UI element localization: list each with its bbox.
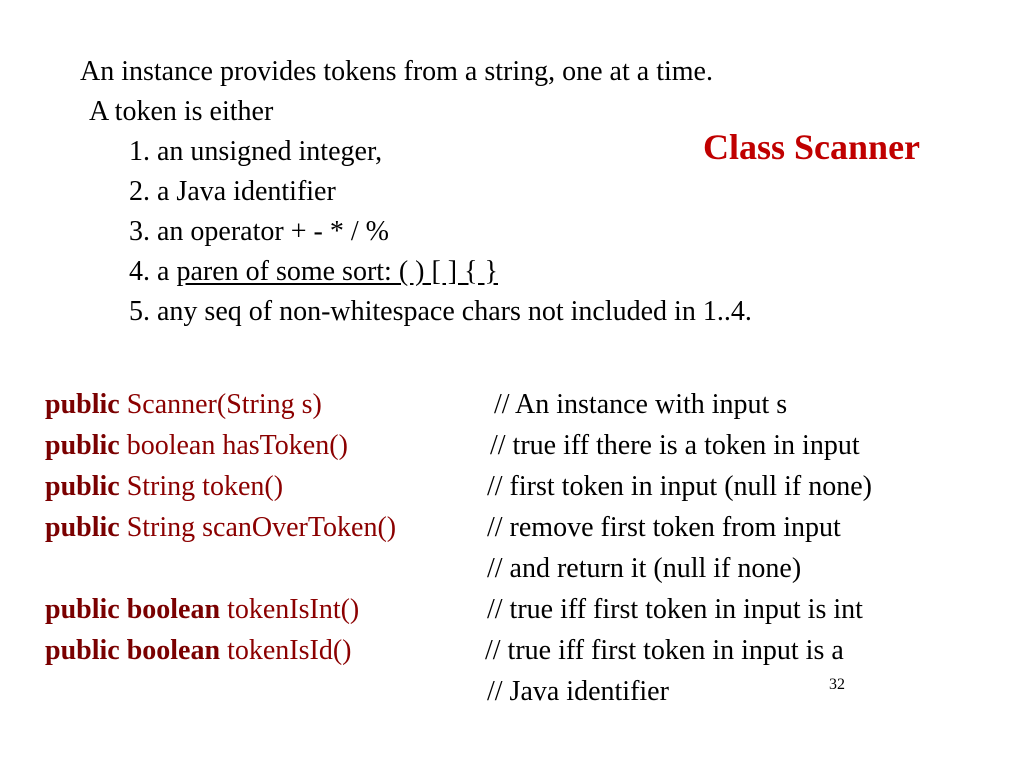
method-comment: // and return it (null if none) <box>487 553 802 584</box>
method-modifier: public <box>45 512 120 543</box>
method-row <box>45 384 788 425</box>
method-modifier: public boolean <box>45 594 221 625</box>
intro-line-2: A token is either <box>89 96 274 127</box>
token-type-2: 2. a Java identifier <box>129 176 336 207</box>
method-signature: String token() <box>126 471 284 502</box>
slide-title: Class Scanner <box>703 127 921 167</box>
method-comment: // Java identifier <box>487 676 669 707</box>
method-modifier: public <box>45 430 120 461</box>
method-comment: // An instance with input s <box>494 389 788 420</box>
method-modifier: public <box>45 471 120 502</box>
method-signature: tokenIsInt() <box>227 594 360 625</box>
method-row <box>45 466 872 507</box>
method-signature: tokenIsId() <box>227 635 352 666</box>
token-type-4-underlined: paren of some sort: ( ) [ ] { } <box>176 256 498 287</box>
intro-line-1: An instance provides tokens from a string, one at a time. <box>80 56 713 87</box>
method-row-continuation <box>45 671 669 712</box>
method-comment: // remove first token from input <box>487 512 841 543</box>
token-type-3: 3. an operator + - * / % <box>129 216 389 247</box>
method-row-continuation <box>45 548 802 589</box>
token-type-4 <box>80 252 752 292</box>
method-row <box>45 507 841 548</box>
token-type-4-prefix: 4. a <box>129 256 177 287</box>
method-signature: Scanner(String s) <box>126 389 322 420</box>
method-signature: String scanOverToken() <box>126 512 397 543</box>
method-comment: // true iff first token in input is a <box>485 635 844 666</box>
method-comment: // true iff there is a token in input <box>490 430 860 461</box>
token-type-1: 1. an unsigned integer, <box>129 136 383 167</box>
method-modifier: public <box>45 389 120 420</box>
intro-text <box>80 52 752 332</box>
method-comment: // true iff first token in input is int <box>487 594 863 625</box>
method-row <box>45 425 860 466</box>
page-number: 32 <box>829 676 845 693</box>
token-type-5: 5. any seq of non-whitespace chars not included in 1..4. <box>129 296 752 327</box>
method-row <box>45 630 844 671</box>
method-row <box>45 589 863 630</box>
method-comment: // first token in input (null if none) <box>487 471 872 502</box>
method-signature: boolean hasToken() <box>126 430 348 461</box>
method-modifier: public boolean <box>45 635 221 666</box>
